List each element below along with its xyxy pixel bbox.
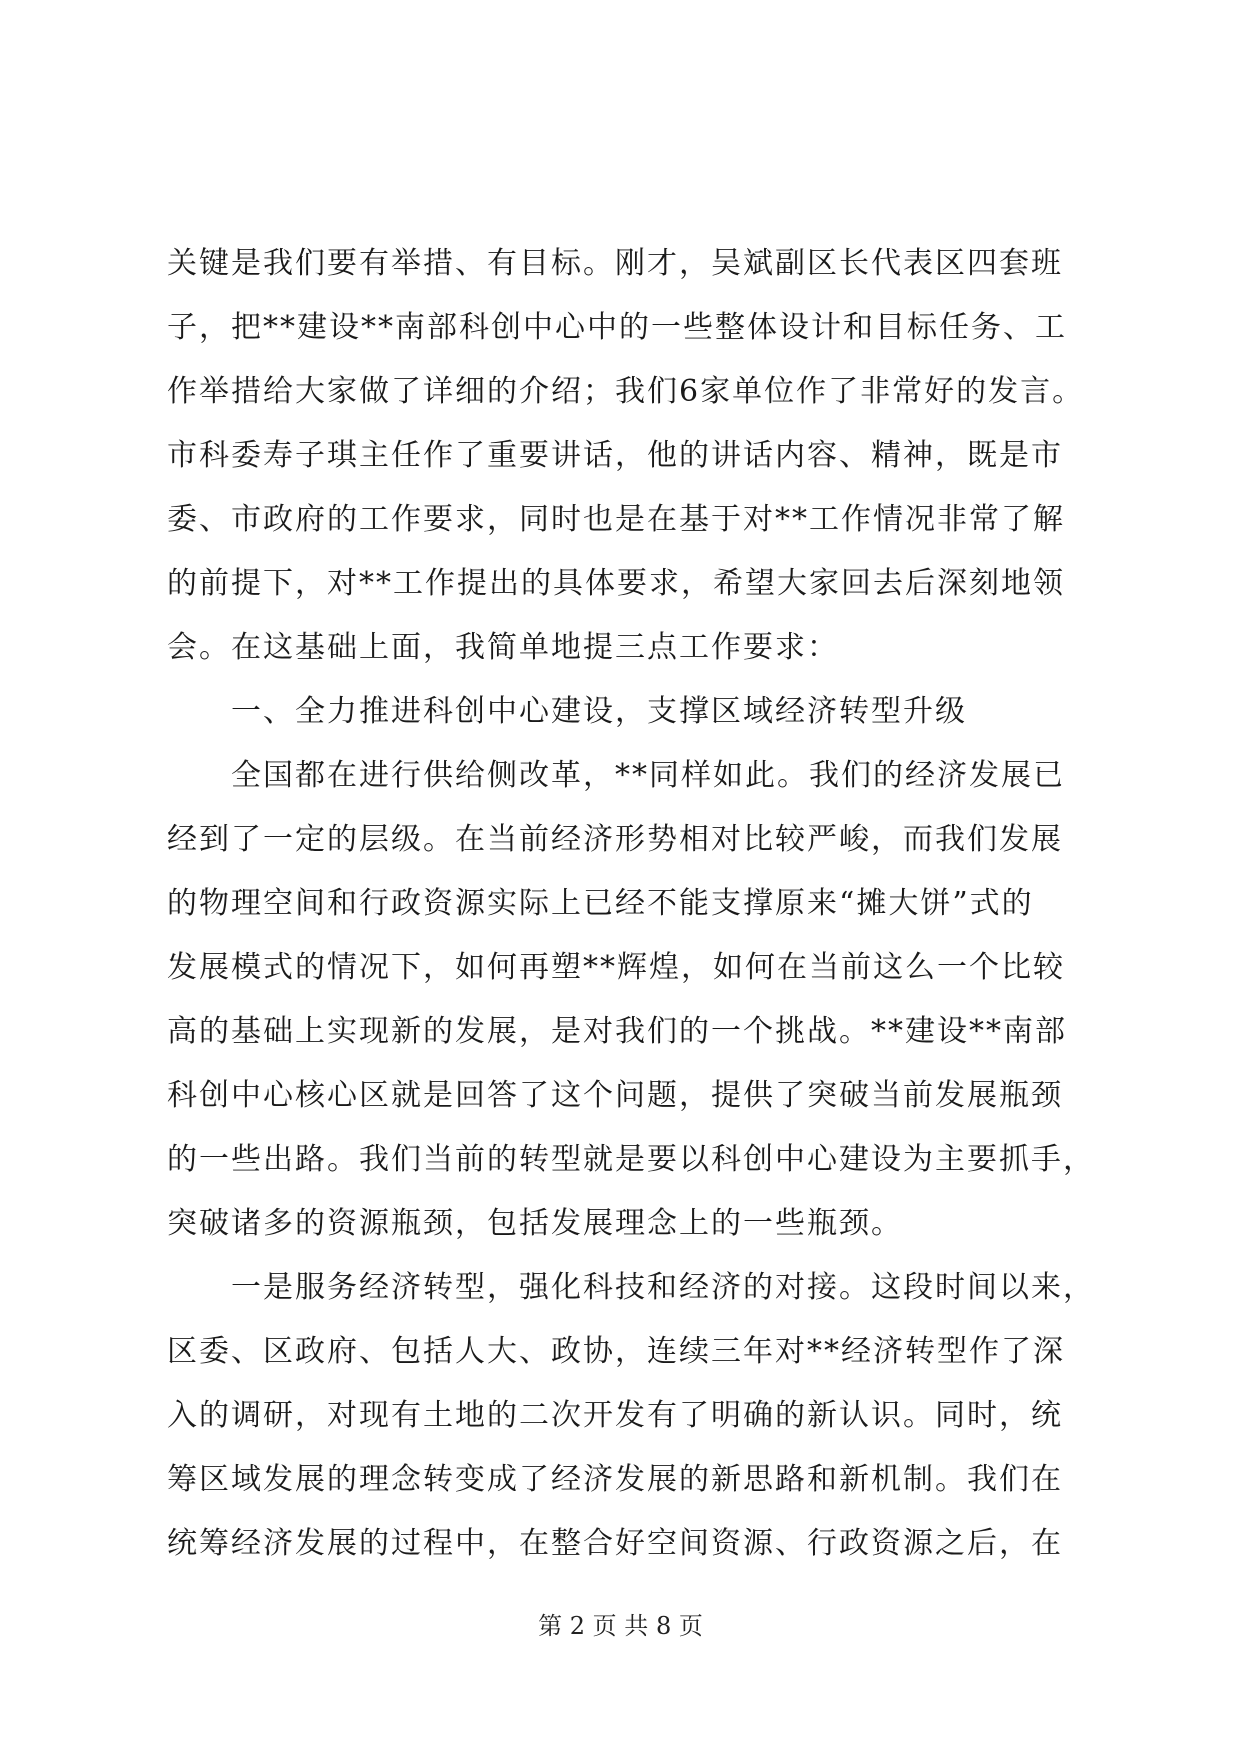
text-line: 的前提下，对**工作提出的具体要求，希望大家回去后深刻地领 xyxy=(167,566,1065,601)
text-line: 作举措给大家做了详细的介绍；我们6家单位作了非常好的发言。 xyxy=(167,374,1085,409)
text-line: 关键是我们要有举措、有目标。刚才，吴斌副区长代表区四套班 xyxy=(167,246,1063,281)
text-line: 委、市政府的工作要求，同时也是在基于对**工作情况非常了解 xyxy=(167,502,1065,537)
text-line: 子，把**建设**南部科创中心中的一些整体设计和目标任务、工 xyxy=(167,310,1067,345)
text-line: 市科委寿子琪主任作了重要讲话，他的讲话内容、精神，既是市 xyxy=(167,438,1063,473)
section-heading: 一、全力推进科创中心建设，支撑区域经济转型升级 xyxy=(231,694,967,729)
text-line: 全国都在进行供给侧改革，**同样如此。我们的经济发展已 xyxy=(231,758,1065,793)
page-footer: 第 2 页 共 8 页 xyxy=(538,1612,703,1640)
text-line: 的物理空间和行政资源实际上已经不能支撑原来“摊大饼”式的 xyxy=(167,886,1034,921)
text-line: 科创中心核心区就是回答了这个问题，提供了突破当前发展瓶颈 xyxy=(167,1078,1063,1113)
text-line: 区委、区政府、包括人大、政协，连续三年对**经济转型作了深 xyxy=(167,1334,1065,1369)
text-line: 高的基础上实现新的发展，是对我们的一个挑战。**建设**南部 xyxy=(167,1014,1067,1049)
text-line: 突破诸多的资源瓶颈，包括发展理念上的一些瓶颈。 xyxy=(167,1206,903,1241)
body-text xyxy=(167,232,1097,1576)
text-line: 的一些出路。我们当前的转型就是要以科创中心建设为主要抓手， xyxy=(167,1142,1095,1177)
text-line: 发展模式的情况下，如何再塑**辉煌，如何在当前这么一个比较 xyxy=(167,950,1065,985)
text-line: 入的调研，对现有土地的二次开发有了明确的新认识。同时，统 xyxy=(167,1398,1063,1433)
text-line: 经到了一定的层级。在当前经济形势相对比较严峻，而我们发展 xyxy=(167,822,1063,857)
text-line: 筹区域发展的理念转变成了经济发展的新思路和新机制。我们在 xyxy=(167,1462,1063,1497)
text-line: 会。在这基础上面，我简单地提三点工作要求： xyxy=(167,630,839,665)
text-line: 统筹经济发展的过程中，在整合好空间资源、行政资源之后，在 xyxy=(167,1526,1063,1561)
text-line: 一是服务经济转型，强化科技和经济的对接。这段时间以来， xyxy=(231,1270,1095,1305)
